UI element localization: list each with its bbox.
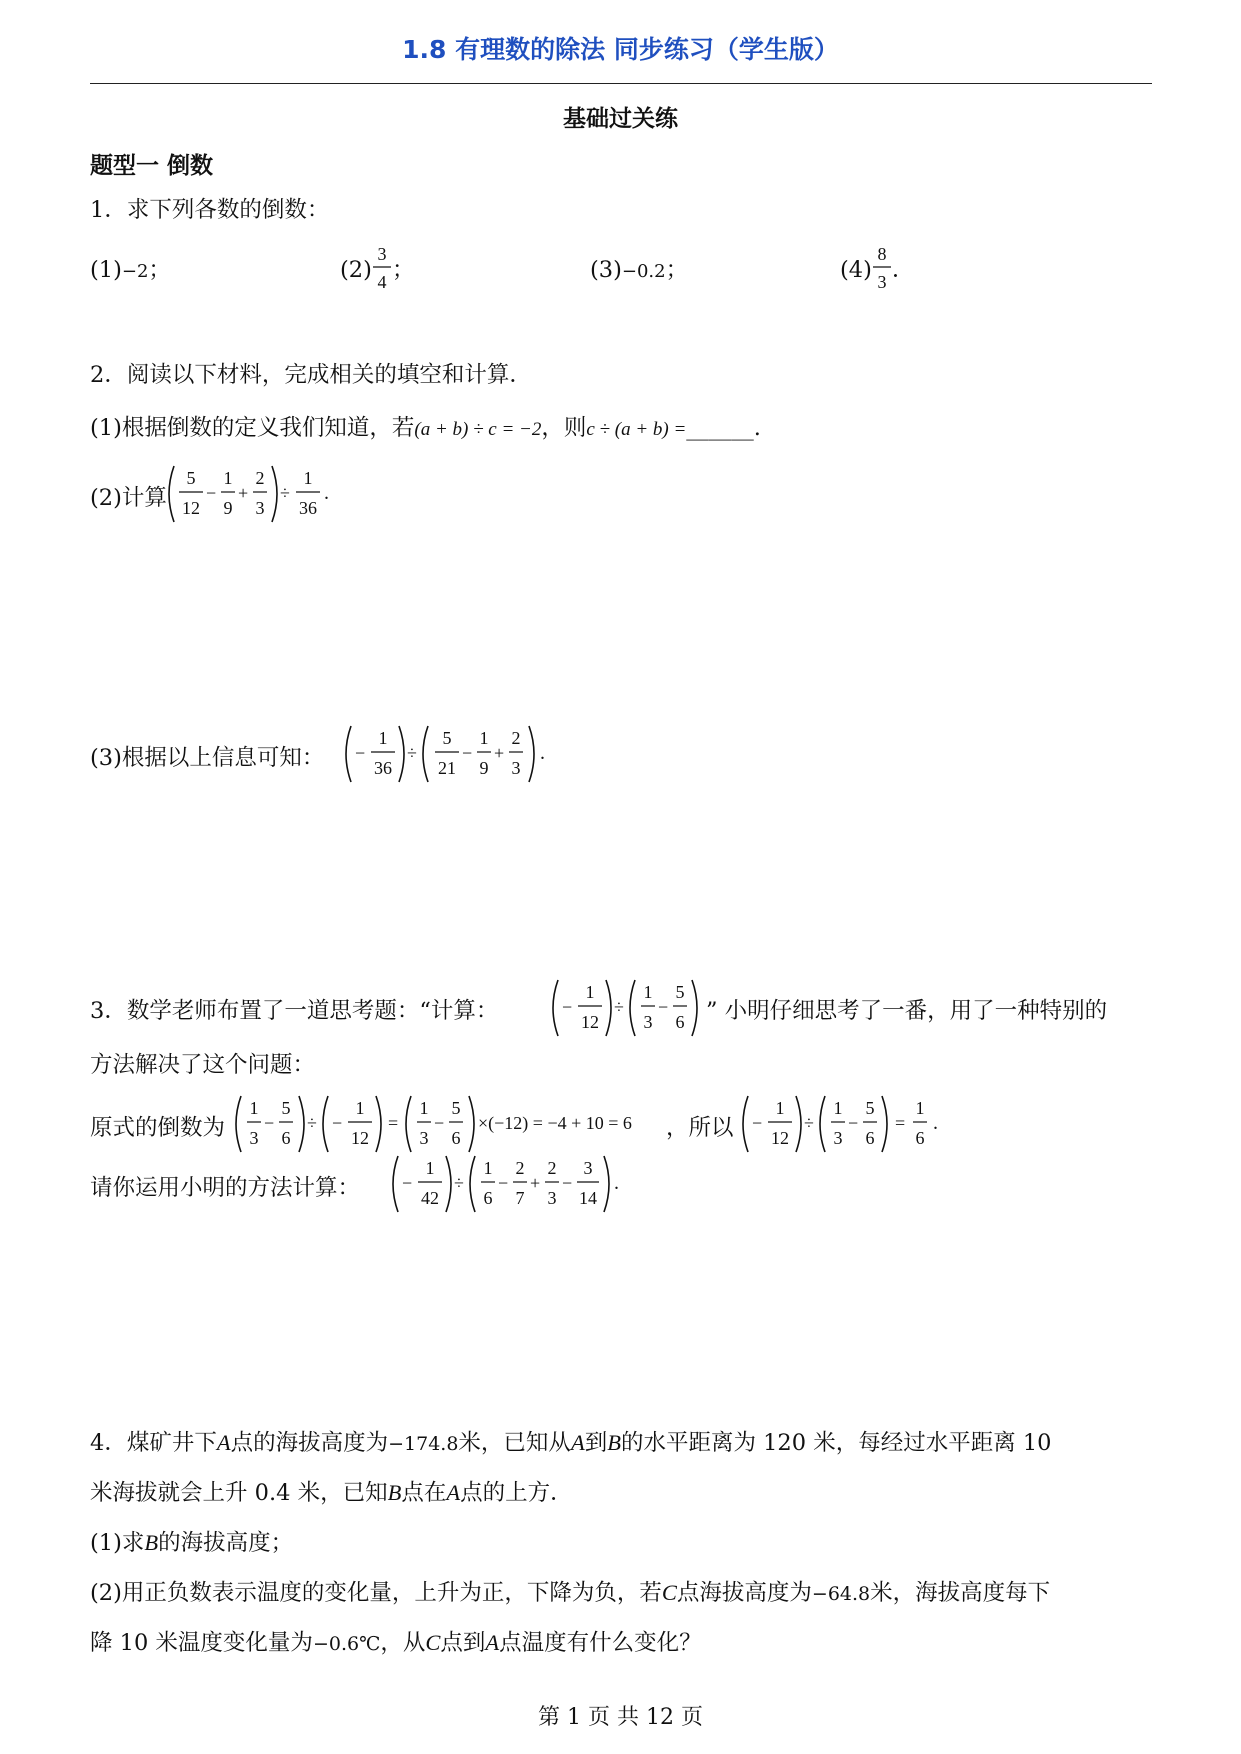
q4-line5: 降 10 米温度变化量为−0.6℃，从C点到A点温度有什么变化？	[90, 1630, 702, 1656]
answer-blank[interactable]: ______	[686, 415, 754, 441]
svg-text:1: 1	[249, 1098, 259, 1118]
svg-text:5: 5	[451, 1098, 461, 1118]
q3-line4: 请你运用小明的方法计算：	[90, 1175, 361, 1201]
svg-text:3: 3	[255, 498, 265, 518]
svg-text:+: +	[238, 483, 249, 503]
frac-denominator: 3	[877, 272, 887, 292]
svg-text:36: 36	[374, 758, 392, 778]
svg-text:5: 5	[186, 468, 196, 488]
q2-part2-expression	[166, 462, 346, 526]
section-title: 基础过关练	[563, 106, 678, 132]
svg-text:14: 14	[579, 1188, 597, 1208]
svg-text:−: −	[848, 1113, 859, 1133]
svg-text:÷: ÷	[454, 1173, 464, 1193]
svg-text:6: 6	[451, 1128, 461, 1148]
question-type-title: 题型一 倒数	[90, 153, 214, 179]
svg-text:÷: ÷	[307, 1113, 317, 1133]
svg-text:−: −	[752, 1113, 763, 1133]
svg-text:+: +	[494, 743, 505, 763]
q1-part3: (3)−0.2；	[590, 257, 689, 283]
svg-text:5: 5	[865, 1098, 875, 1118]
svg-text:5: 5	[442, 728, 452, 748]
svg-text:1: 1	[585, 982, 595, 1002]
svg-text:1: 1	[775, 1098, 785, 1118]
q3-line3-expression	[233, 1092, 673, 1156]
svg-text:1: 1	[833, 1098, 843, 1118]
svg-text:1: 1	[303, 468, 313, 488]
q1-part1: (1)−2；	[90, 257, 171, 283]
svg-text:=: =	[388, 1113, 399, 1133]
q3-line4-expression	[390, 1152, 650, 1216]
q1-part2-sep: ；	[392, 257, 415, 283]
svg-text:.: .	[614, 1172, 619, 1194]
svg-text:3: 3	[643, 1012, 653, 1032]
svg-text:÷: ÷	[407, 743, 417, 763]
svg-text:3: 3	[833, 1128, 843, 1148]
q2-part3-label: (3)根据以上信息可知：	[90, 745, 325, 771]
svg-text:9: 9	[479, 758, 489, 778]
svg-text:×(−12) = −4 + 10 = 6: ×(−12) = −4 + 10 = 6	[478, 1113, 632, 1133]
page-footer: 第 1 页 共 12 页	[538, 1705, 703, 1730]
q2-part2-label: (2)计算	[90, 485, 167, 511]
frac-numerator: 3	[377, 244, 387, 264]
header-rule	[90, 83, 1152, 84]
svg-text:−: −	[562, 997, 573, 1017]
svg-text:42: 42	[421, 1188, 439, 1208]
svg-text:2: 2	[511, 728, 521, 748]
q4-line1: 4．煤矿井下A点的海拔高度为−174.8米，已知从A到B的水平距离为 120 米，每经过水平距离 10	[90, 1430, 1052, 1456]
svg-text:3: 3	[419, 1128, 429, 1148]
svg-text:1: 1	[425, 1158, 435, 1178]
svg-text:7: 7	[515, 1188, 525, 1208]
frac-numerator: 8	[877, 244, 887, 264]
svg-text:1: 1	[378, 728, 388, 748]
svg-text:.: .	[540, 742, 545, 764]
q1-stem: 1．求下列各数的倒数：	[90, 197, 330, 223]
svg-text:6: 6	[915, 1128, 925, 1148]
q4-line4: (2)用正负数表示温度的变化量，上升为正，下降为负，若C点海拔高度为−64.8米，海拔高度每下	[90, 1580, 1051, 1606]
svg-text:−: −	[332, 1113, 343, 1133]
svg-text:2: 2	[547, 1158, 557, 1178]
svg-text:−: −	[355, 743, 366, 763]
svg-text:6: 6	[865, 1128, 875, 1148]
svg-text:1: 1	[223, 468, 233, 488]
q3-line3-a: 原式的倒数为	[90, 1115, 226, 1141]
svg-text:1: 1	[479, 728, 489, 748]
svg-text:−: −	[658, 997, 669, 1017]
svg-text:1: 1	[915, 1098, 925, 1118]
q2-part1: (1)根据倒数的定义我们知道，若(a + b) ÷ c = −2，则c ÷ (a + b) =______.	[90, 415, 761, 441]
svg-text:6: 6	[675, 1012, 685, 1032]
svg-text:1: 1	[419, 1098, 429, 1118]
svg-text:=: =	[895, 1113, 906, 1133]
frac-denominator: 4	[377, 272, 387, 292]
svg-text:3: 3	[249, 1128, 259, 1148]
svg-text:5: 5	[675, 982, 685, 1002]
svg-text:5: 5	[281, 1098, 291, 1118]
svg-text:−: −	[264, 1113, 275, 1133]
svg-text:9: 9	[223, 498, 233, 518]
q4-line3: (1)求B的海拔高度；	[90, 1530, 294, 1556]
q2-part3-expression	[343, 722, 563, 786]
svg-text:÷: ÷	[804, 1113, 814, 1133]
svg-text:÷: ÷	[280, 483, 290, 503]
svg-text:12: 12	[581, 1012, 599, 1032]
q3-line2: 方法解决了这个问题：	[90, 1052, 316, 1078]
svg-text:+: +	[530, 1173, 541, 1193]
q1-part2-fraction	[372, 238, 392, 298]
q1-part2-label: (2)	[340, 257, 372, 283]
q3-stem-expression	[550, 976, 720, 1040]
svg-text:3: 3	[547, 1188, 557, 1208]
svg-text:36: 36	[299, 498, 317, 518]
svg-text:−: −	[562, 1173, 573, 1193]
svg-text:12: 12	[182, 498, 200, 518]
svg-text:2: 2	[515, 1158, 525, 1178]
svg-text:−: −	[402, 1173, 413, 1193]
svg-text:1: 1	[355, 1098, 365, 1118]
svg-text:3: 3	[583, 1158, 593, 1178]
q1-part4-fraction	[872, 238, 892, 298]
svg-text:÷: ÷	[614, 997, 624, 1017]
svg-text:.: .	[933, 1112, 938, 1134]
svg-text:6: 6	[281, 1128, 291, 1148]
svg-text:1: 1	[643, 982, 653, 1002]
svg-text:2: 2	[255, 468, 265, 488]
q3-stem-a: 3．数学老师布置了一道思考题：“计算：	[90, 998, 499, 1024]
q1-part4-label: (4)	[840, 257, 872, 283]
svg-text:12: 12	[351, 1128, 369, 1148]
svg-text:.: .	[324, 482, 329, 504]
svg-text:−: −	[498, 1173, 509, 1193]
svg-text:12: 12	[771, 1128, 789, 1148]
document-title: 1.8 有理数的除法 同步练习（学生版）	[402, 35, 839, 64]
q3-line3-b: ，所以	[666, 1115, 734, 1141]
svg-text:1: 1	[483, 1158, 493, 1178]
q2-stem: 2．阅读以下材料，完成相关的填空和计算．	[90, 362, 532, 388]
svg-text:6: 6	[483, 1188, 493, 1208]
svg-text:−: −	[462, 743, 473, 763]
svg-text:−: −	[434, 1113, 445, 1133]
q3-line3-result	[740, 1092, 960, 1156]
q1-part4-end: ．	[892, 257, 915, 283]
q3-stem-b: ” 小明仔细思考了一番，用了一种特别的	[706, 998, 1108, 1024]
q4-line2: 米海拔就会上升 0.4 米，已知B点在A点的上方．	[90, 1480, 573, 1506]
svg-text:−: −	[206, 483, 217, 503]
svg-text:21: 21	[438, 758, 456, 778]
svg-text:3: 3	[511, 758, 521, 778]
